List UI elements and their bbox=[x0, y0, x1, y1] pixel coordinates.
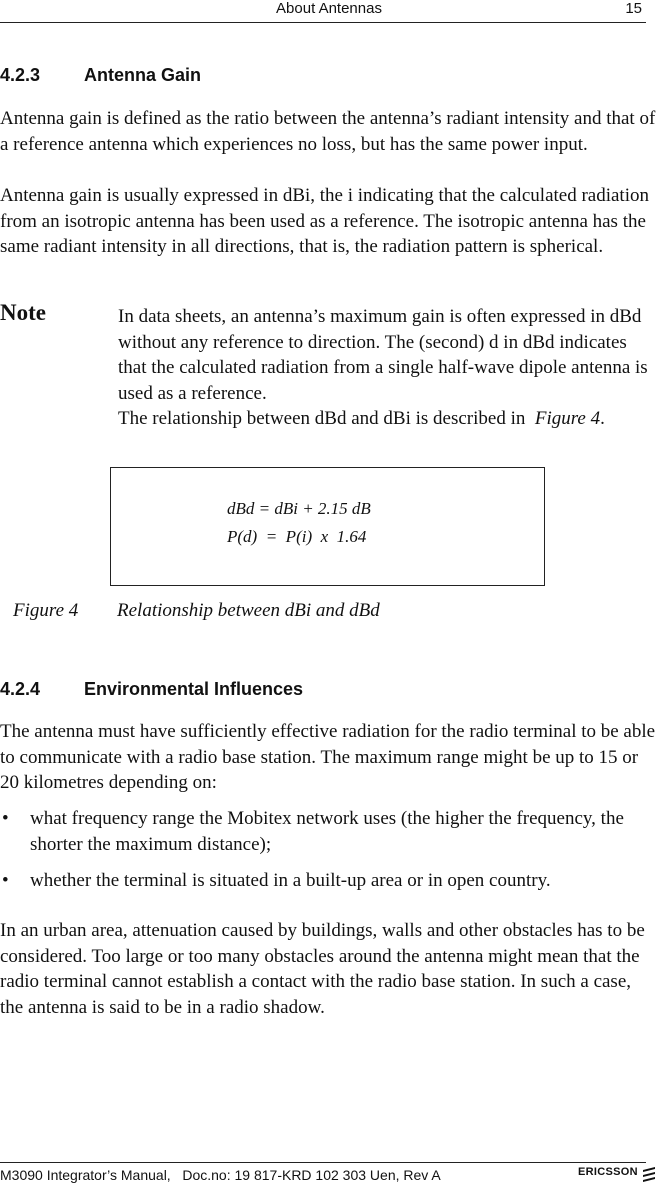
note-label: Note bbox=[0, 300, 46, 325]
section-number: 4.2.3 bbox=[0, 65, 41, 85]
footer-rule bbox=[0, 1162, 646, 1163]
bullet-marker: • bbox=[2, 808, 9, 829]
figure-4-box bbox=[110, 467, 545, 586]
footer-doc-info: M3090 Integrator’s Manual, Doc.no: 19 817-KRD 102 303 Uen, Rev A bbox=[0, 1167, 441, 1183]
section-number: 4.2.4 bbox=[0, 679, 41, 699]
figure-caption-label: Figure 4 bbox=[13, 600, 79, 621]
paragraph-range-intro: The antenna must have sufficiently effective radiation for the radio terminal to be able to communicate with a radio base station. The maximum range might be up to 15 or 20 kilometres depending on: bbox=[0, 721, 656, 794]
paragraph-urban-attenuation: In an urban area, attenuation caused by buildings, walls and other obstacles has to be considered. Too large or too many obstacles around the antenna might mean that the radio terminal cannot establish a contact with the radio base station. In such a case, the antenna is said to be in a radio shadow. bbox=[0, 920, 645, 1018]
section-title: Antenna Gain bbox=[84, 65, 202, 85]
section-title: Environmental Influences bbox=[84, 679, 304, 699]
bullet-text-area: whether the terminal is situated in a built-up area or in open country. bbox=[30, 870, 551, 891]
header-title: About Antennas bbox=[276, 0, 382, 17]
note-text-period: . bbox=[600, 408, 605, 430]
note-text-body: In data sheets, an antenna’s maximum gain is often expressed in dBd without any reference to direction. The (second) d in dBd indicates that the calculated radiation from a single half-wave dipole antenna is used as a reference. bbox=[118, 306, 648, 404]
page-number: 15 bbox=[625, 0, 642, 17]
note-text bbox=[118, 304, 656, 432]
bullet-text-frequency: what frequency range the Mobitex network uses (the higher the frequency, the shorter the maximum distance); bbox=[30, 808, 624, 855]
formula-power-ratio: P(d) = P(i) x 1.64 bbox=[227, 527, 367, 546]
ericsson-mark-icon bbox=[642, 1166, 656, 1182]
formula-dbd-dbi: dBd = dBi + 2.15 dB bbox=[227, 499, 371, 518]
figure-caption-text: Relationship between dBi and dBd bbox=[117, 600, 380, 621]
paragraph-gain-dbi: Antenna gain is usually expressed in dBi, the i indicating that the calculated radiation from an isotropic antenna has been used as a reference. The isotropic antenna has the same radiant intensity in all directions, that is, the radiation pattern is spherical. bbox=[0, 185, 649, 258]
page-header bbox=[0, 0, 658, 24]
paragraph-gain-definition: Antenna gain is defined as the ratio between the antenna’s radiant intensity and that of a reference antenna which experiences no loss, but has the same power input. bbox=[0, 108, 656, 155]
figure-4-reference[interactable]: Figure 4 bbox=[534, 408, 601, 430]
ericsson-logo bbox=[578, 1165, 658, 1183]
bullet-marker: • bbox=[2, 870, 9, 891]
note-text-relationship: The relationship between dBd and dBi is described in bbox=[118, 408, 526, 430]
logo-wordmark: ERICSSON bbox=[578, 1166, 638, 1178]
header-rule bbox=[0, 22, 646, 23]
